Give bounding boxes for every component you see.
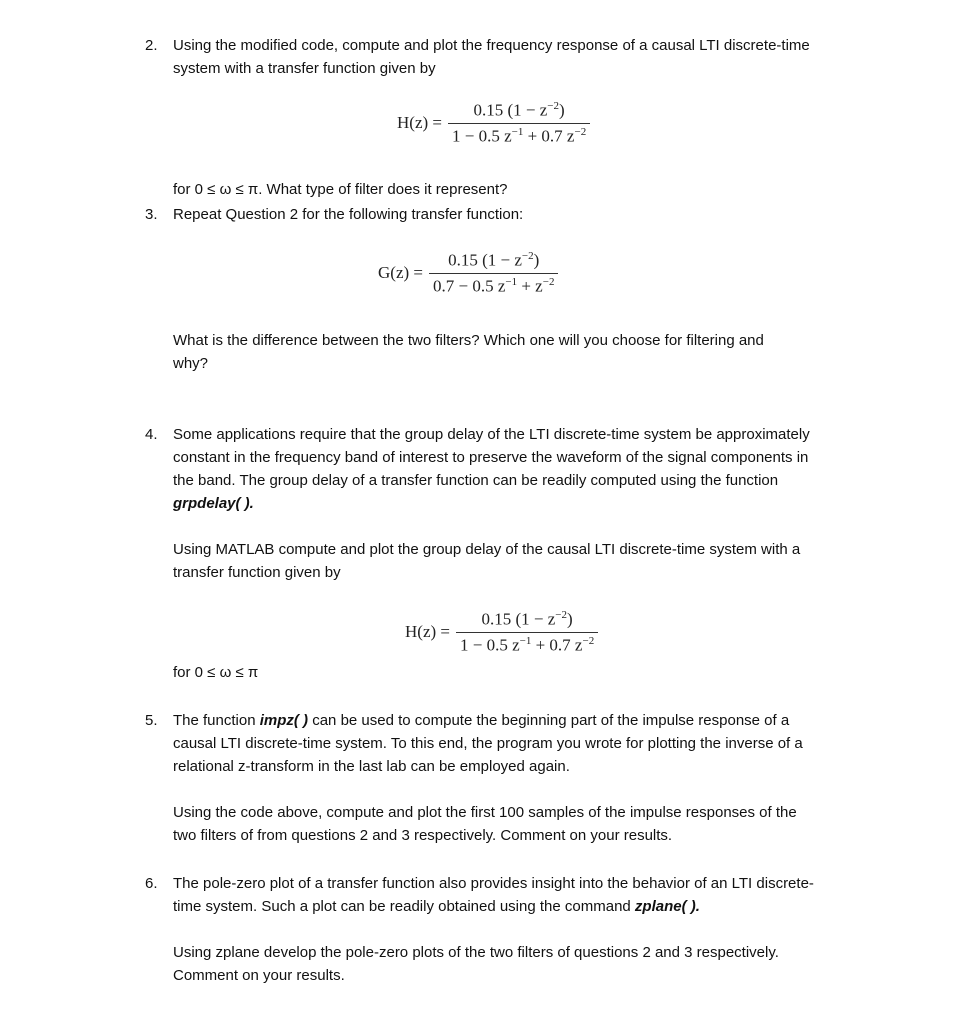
question-3-line-1: Repeat Question 2 for the following transfer function: [173,206,524,223]
equation-fraction [456,609,598,655]
question-4-p2-line-2: transfer function given by [173,564,341,581]
impz-function-name: impz( ) [259,712,309,729]
question-6-p2-line-1: Using zplane develop the pole-zero plots of the two filters of questions 2 and 3 respectively. [173,944,779,961]
question-4-p1-line-3: the band. The group delay of a transfer function can be readily computed using the function [173,472,779,489]
question-4-number: 4. [145,426,158,443]
question-6-p1-line-1: The pole-zero plot of a transfer function also provides insight into the behavior of an LTI discrete- [173,875,814,892]
equation-lhs: H(z) = [405,622,450,642]
question-5-p2-line-2: two filters of from questions 2 and 3 respectively. Comment on your results. [173,827,673,844]
equation-numerator: 0.15 $(1 - z^{-2})$ [448,250,540,270]
question-3-number: 3. [145,206,158,223]
equation-denominator: 1 − 0.5 $z^{-1} + 0.7$ $z^{-2}$ [448,123,590,147]
question-3-follow-line-1: What is the difference between the two filters? Which one will you choose for filtering and [173,332,764,349]
question-6-number: 6. [145,875,158,892]
question-2-condition: for 0 ≤ ω ≤ π. What type of filter does it represent? [173,181,508,198]
equation-denominator: 0.7 − 0.5 $z^{-1} + z^{-2}$ [429,273,558,297]
question-5-p1-line-2: causal LTI discrete-time system. To this end, the program you wrote for plotting the inverse of a [173,735,803,752]
equation-g-z [378,250,558,296]
grpdelay-function-name: grpdelay( ). [173,495,254,512]
equation-fraction [448,100,590,146]
question-5-p2-line-1: Using the code above, compute and plot the first 100 samples of the impulse responses of the [173,804,797,821]
question-4-condition: for 0 ≤ ω ≤ π [173,664,259,681]
question-4-p1-line-2: constant in the frequency band of interest to preserve the waveform of the signal components in [173,449,809,466]
question-6-p1-line-2: time system. Such a plot can be readily obtained using the command zplane( ). [173,898,700,915]
equation-numerator: 0.15 $(1 - z^{-2})$ [473,100,565,120]
equation-numerator: 0.15 $(1 - z^{-2})$ [481,609,573,629]
question-5-p1-line-3: relational z-transform in the last lab can be employed again. [173,758,570,775]
equation-fraction [429,250,558,296]
question-6-p2-line-2: Comment on your results. [173,967,345,984]
equation-denominator: 1 − 0.5 $z^{-1} + 0.7$ $z^{-2}$ [456,632,598,656]
equation-h-z-2 [405,609,598,655]
question-4-p2-line-1: Using MATLAB compute and plot the group delay of the causal LTI discrete-time system with a [173,541,801,558]
equation-lhs: G(z) = [378,263,423,283]
question-4-p1-line-1: Some applications require that the group delay of the LTI discrete-time system be approximately [173,426,810,443]
question-2-number: 2. [145,37,158,54]
question-2-line-2: system with a transfer function given by [173,60,436,77]
question-5-p1-line-1: The function impz( ) can be used to compute the beginning part of the impulse response of a [173,712,790,729]
question-5-number: 5. [145,712,158,729]
question-2-line-1: Using the modified code, compute and plot the frequency response of a causal LTI discrete-time [173,37,810,54]
question-3-follow-line-2: why? [173,355,209,372]
equation-lhs: H(z) = [397,113,442,133]
zplane-function-name: zplane( ). [634,898,700,915]
equation-h-z-1 [397,100,590,146]
